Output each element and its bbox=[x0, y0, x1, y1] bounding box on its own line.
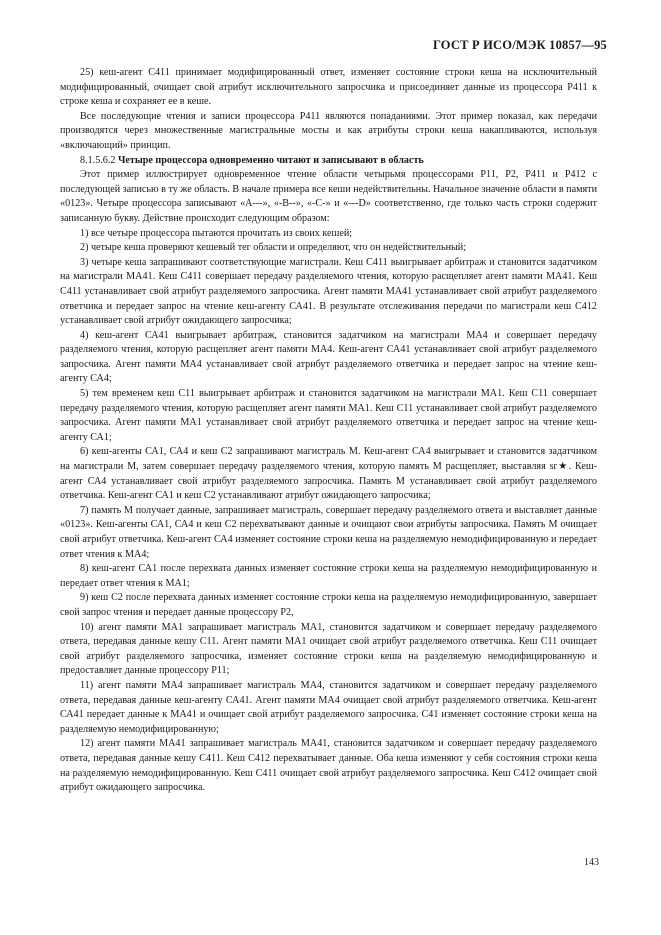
section-number: 8.1.5.6.2 bbox=[80, 154, 116, 166]
document-header: ГОСТ Р ИСО/МЭК 10857—95 bbox=[432, 38, 607, 52]
list-item: 4) кеш-агент СА41 выигрывает арбитраж, становится задатчиком на магистрали МА4 и совершает передачу разделяемого чтения, которую расщепляет агент памяти МА4. Кеш-агент СА41 устанавливает свой атрибут разделяемого запросчика. Агент памяти МА4 устанавливает свой атрибут разделяемого ответчика и передает запрос на чтение кеш-агенту СА4; bbox=[60, 329, 597, 385]
paragraph: 25) кеш-агент С411 принимает модифицированный ответ, изменяет состояние строки кеша на исключительный модифицированный, очищает свой атрибут исключительного запросчика и присоединяет данные из процессора Р411 к строке кеша и сохраняет ее в кеше. bbox=[60, 67, 597, 108]
list-item: 9) кеш С2 после перехвата данных изменяет состояние строки кеша на разделяемую немодифицированную, завершает свой запрос чтения и передает данные процессору Р2, bbox=[60, 592, 597, 618]
list-item: 12) агент памяти МА41 запрашивает магистраль МА41, становится задатчиком и совершает передачу разделяемого ответа, передавая данные кешу С411. Кеш С412 перехватывает данные. Оба кеша изменяют у себя состояния строки кеша на разделяемую немодифицированную. Кеш С411 очищает свой атрибут разделяемого запросчика. Кеш С412 очищает свой атрибут ожидающего запросчика. bbox=[60, 738, 597, 794]
list-item: 11) агент памяти МА4 запрашивает магистраль МА4, становится задатчиком и совершает передачу разделяемого ответа, передавая данные кеш-агенту СА41. Агент памяти МА4 очищает свой атрибут разделяемого ответчика. Кеш-агент СА41 передает данные к МА41 и очищает свой атрибут разделяемого запросчика. С41 изменяет состояние строки кеша на разделяемую немодифицированную; bbox=[60, 679, 597, 735]
document-body bbox=[60, 66, 597, 796]
list-item: 1) все четыре процессора пытаются прочитать из своих кешей; bbox=[80, 227, 353, 239]
list-item: 6) кеш-агенты СА1, СА4 и кеш С2 запрашивают магистраль М. Кеш-агент СА4 выигрывает и становится задатчиком на магистрали М, затем совершает передачу разделяемого чтения, которую память М расщепляет, выставляя sr★. Кеш-агент СА4 устанавливает свой атрибут разделяемого запросчика. Память М устанавливает свой атрибут разделяемого ответчика. Кеш-агент СА1 и кеш С2 устанавливают атрибут ожидающего запросчика; bbox=[60, 446, 597, 502]
page-number: 143 bbox=[584, 857, 599, 868]
paragraph: Все последующие чтения и записи процессора Р411 являются попаданиями. Этот пример показал, как передачи производятся через множественные магистральные мосты и как атрибуты строки кеша накапливаются, используя «включающий» принцип. bbox=[60, 110, 597, 151]
section-heading bbox=[60, 154, 597, 169]
list-item: 8) кеш-агент СА1 после перехвата данных изменяет состояние строки кеша на разделяемую немодифицированную и передает ответ чтения к МА1; bbox=[60, 563, 597, 589]
paragraph: Этот пример иллюстрирует одновременное чтение области четырьмя процессорами Р11, Р2, Р411 и Р412 с последующей записью в ту же область. В начале примера все кеши недействительны. Начальное значение области в памяти «0123». Четыре процессора записывают «А---», «-В--», «-С-» и «---D» соответственно, где только часть строки содержит записанную букву. Действие происходит следующим образом: bbox=[60, 169, 597, 224]
list-item: 2) четыре кеша проверяют кешевый тег области и определяют, что он недействительный; bbox=[80, 242, 467, 254]
list-item: 5) тем временем кеш С11 выигрывает арбитраж и становится задатчиком на магистрали МА1. Кеш С11 совершает передачу разделяемого чтения, которую расщепляет агент памяти МА1. Кеш С11 устанавливает свой атрибут разделяемого запросчика. Агент памяти МА1 устанавливает свой атрибут разделяемого ответчика и передает запрос на чтение кеш-агенту СА1; bbox=[60, 388, 597, 443]
list-item: 7) память М получает данные, запрашивает магистраль, совершает передачу разделяемого ответа и выставляет данные «0123». Кеш-агенты СА1, СА4 и кеш С2 перехватывают данные и очищают свои атрибуты запросчика. Память М очищает свой атрибут ответчика. Кеш-агент СА4 изменяет состояние строки кеша на разделяемую немодифицированную и передает ответ чтения к МА4; bbox=[60, 504, 597, 560]
list-item: 3) четыре кеша запрашивают соответствующие магистрали. Кеш С411 выигрывает арбитраж и становится задатчиком на магистрали МА41. Кеш С411 совершает передачу разделяемого чтения, которую расщепляет агент памяти МА41. Кеш С411 устанавливает свой атрибут разделяемого запросчика. Агент памяти МА41 устанавливает свой атрибут разделяемого ответчика и передает запрос на чтение кеш-агенту СА41. В результате отслеживания передачи по магистрали кеш С412 устанавливает свой атрибут ожидающего запросчика; bbox=[60, 256, 597, 327]
section-title: Четыре процессора одновременно читают и записывают в область bbox=[117, 154, 424, 166]
list-item: 10) агент памяти МА1 запрашивает магистраль МА1, становится задатчиком и совершает передачу разделяемого ответа, передавая данные кешу С11. Агент памяти МА1 очищает свой атрибут разделяемого ответчика. Кеш С11 очищает свой атрибут разделяемого запросчика, изменяет состояние строки кеша на разделяемую немодифицированную и предоставляет данные процессору Р11; bbox=[60, 621, 597, 677]
